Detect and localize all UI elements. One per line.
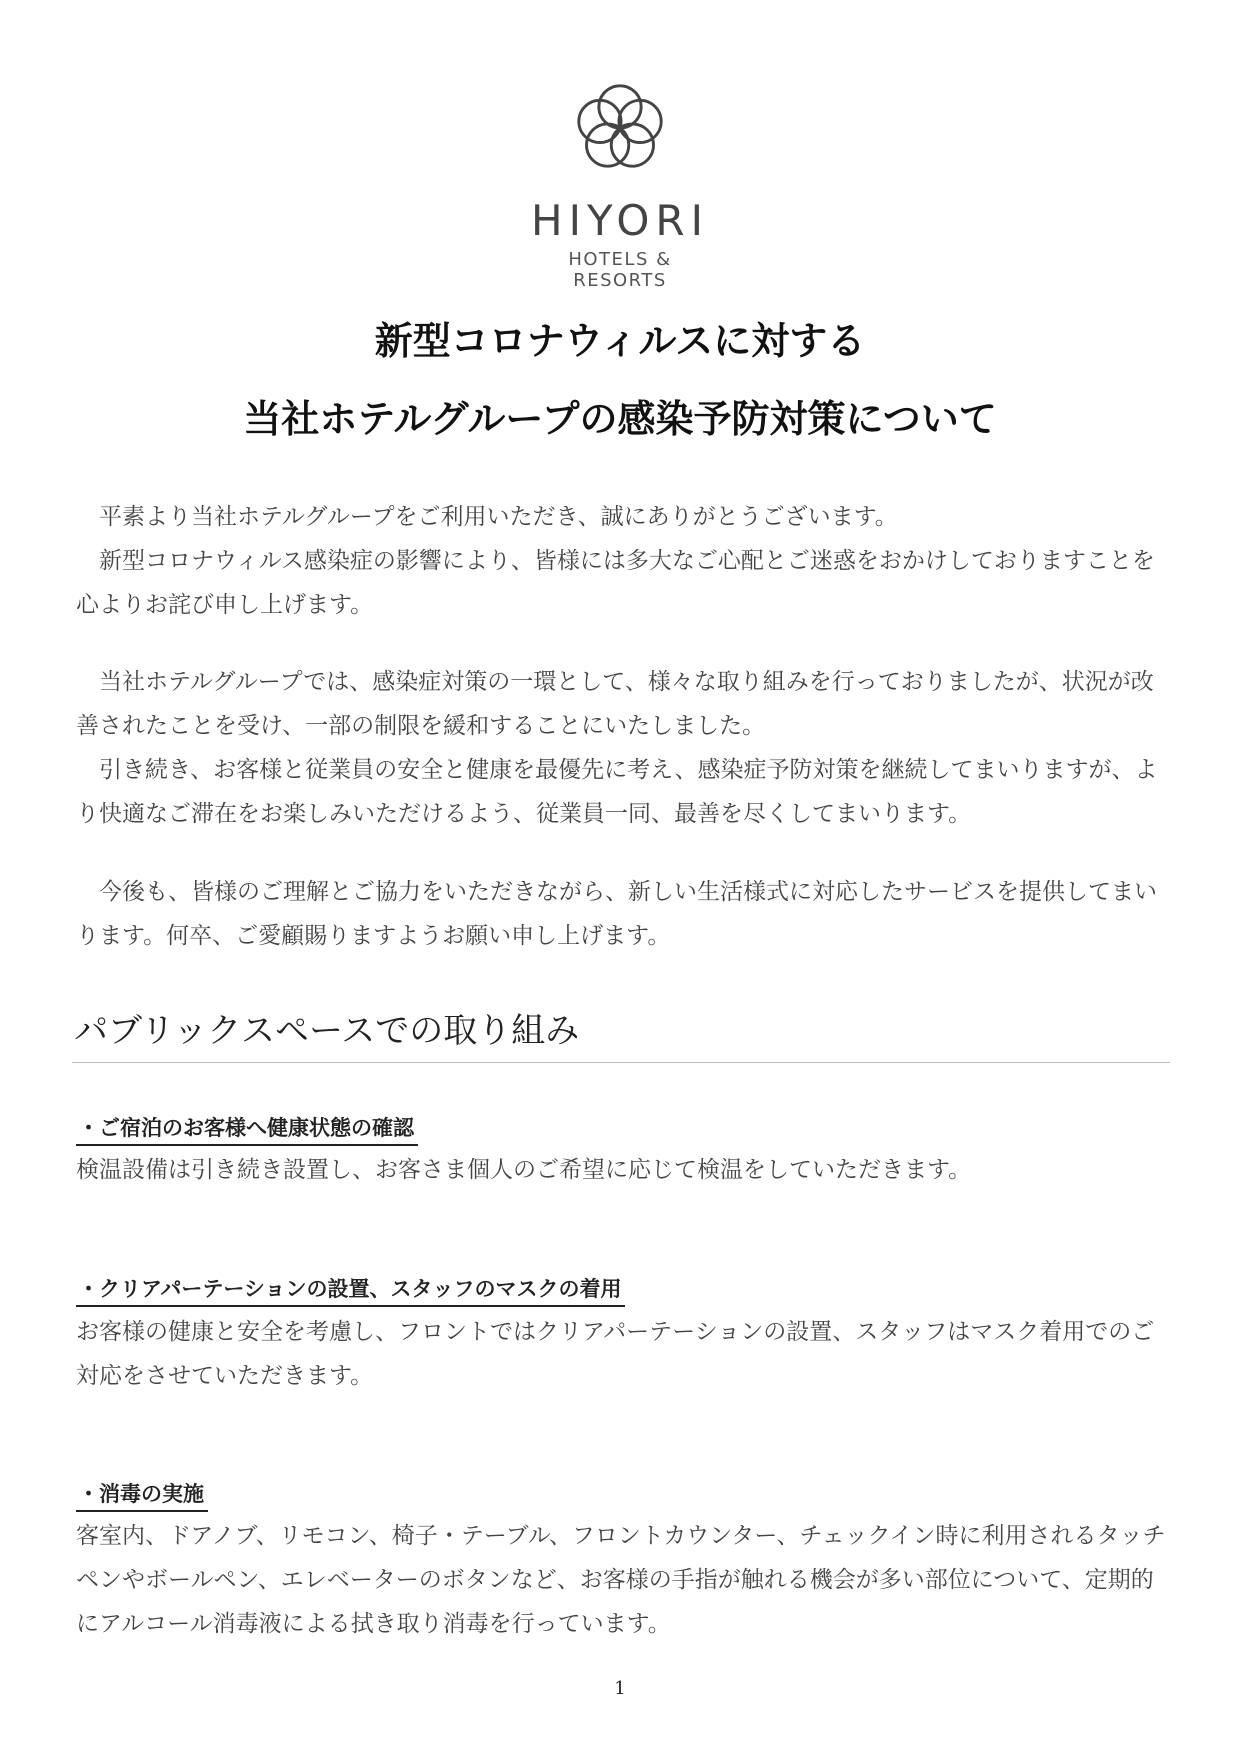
- document-title-line-2: 当社ホテルグループの感染予防対策について: [243, 396, 997, 441]
- item-heading-disinfection: ・消毒の実施: [76, 1478, 208, 1512]
- brand-name: HIYORI: [531, 196, 709, 245]
- section-heading: パブリックスペースでの取り組み: [74, 1011, 580, 1051]
- intro-paragraph-2: [76, 660, 1166, 836]
- page-number: 1: [614, 1678, 626, 1699]
- section-divider: [72, 1062, 1170, 1063]
- intro-text: 平素より当社ホテルグループをご利用いただき、誠にありがとうございます。: [76, 504, 898, 530]
- item-body-disinfection: 客室内、ドアノブ、リモコン、椅子・テーブル、フロントカウンター、チェックイン時に利用されるタッチペンやボールペン、エレベーターのボタンなど、お客様の手指が触れる機会が多い部位について、定期的にアルコール消毒液による拭き取り消毒を行っています。: [76, 1523, 1166, 1637]
- intro-paragraph-3: [76, 870, 1166, 958]
- flower-logo-icon: [572, 80, 668, 176]
- item-heading-health-check: ・ご宿泊のお客様へ健康状態の確認: [76, 1112, 418, 1146]
- document-title-line-1: 新型コロナウィルスに対する: [374, 318, 866, 363]
- item-body-health-check: 検温設備は引き続き設置し、お客さま個人のご希望に応じて検温をしていただきます。: [76, 1157, 972, 1183]
- brand-subtitle: HOTELS & RESORTS: [568, 249, 672, 291]
- intro-text: 引き続き、お客様と従業員の安全と健康を最優先に考え、感染症予防対策を継続してまいりますが、より快適なご滞在をお楽しみいただけるよう、従業員一同、最善を尽くしてまいります。: [76, 757, 1158, 827]
- item-heading-partition-mask: ・クリアパーテーションの設置、スタッフのマスクの着用: [76, 1273, 625, 1307]
- intro-text: 今後も、皆様のご理解とご協力をいただきながら、新しい生活様式に対応したサービスを提供してまいります。何卒、ご愛顧賜りますようお願い申し上げます。: [76, 879, 1157, 949]
- intro-paragraph-1: [76, 495, 1166, 627]
- intro-text: 新型コロナウィルス感染症の影響により、皆様には多大なご心配とご迷惑をおかけしておりますことを心よりお詫び申し上げます。: [76, 548, 1155, 618]
- brand-logo: [520, 80, 720, 291]
- item-body-partition-mask: お客様の健康と安全を考慮し、フロントではクリアパーテーションの設置、スタッフはマスク着用でのご対応をさせていただきます。: [76, 1319, 1155, 1389]
- intro-text: 当社ホテルグループでは、感染症対策の一環として、様々な取り組みを行っておりましたが、状況が改善されたことを受け、一部の制限を緩和することにいたしました。: [76, 669, 1154, 739]
